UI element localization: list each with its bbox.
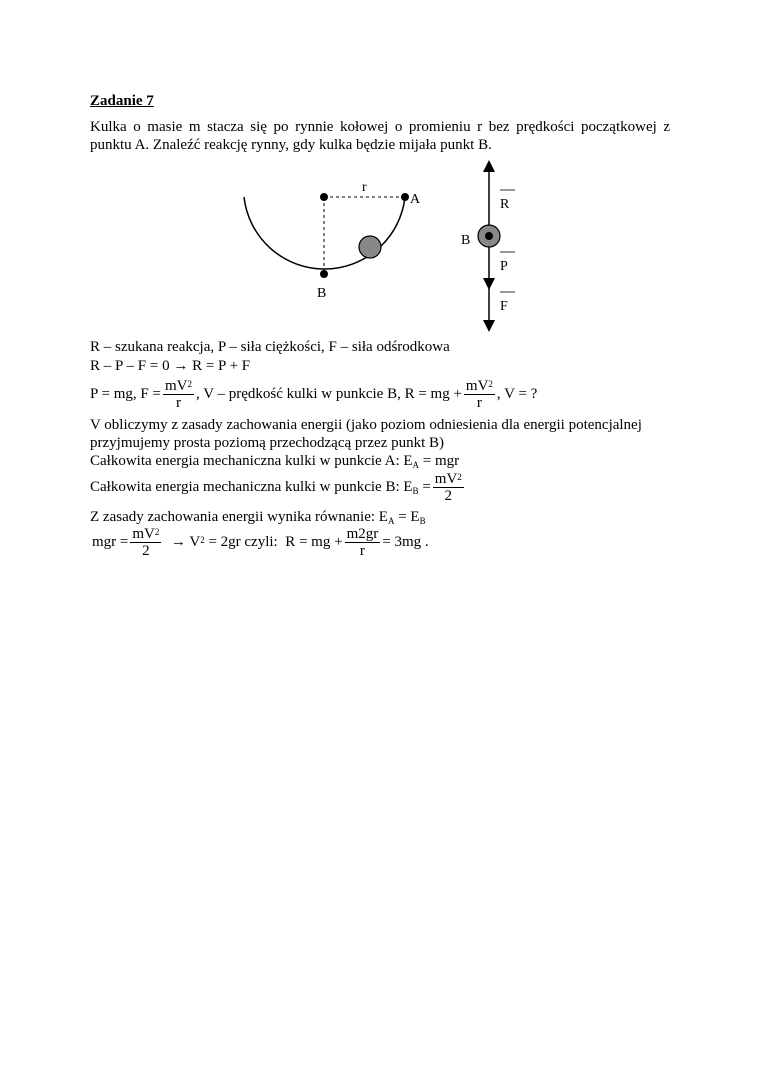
fraction-mgr: $\frac{mV^2}{2}$ <box>132 526 160 560</box>
point-b-label-right: B <box>461 233 471 248</box>
energy-a-line: Całkowita energia mechaniczna kulki w punkcie A: $E_A$ = mgr <box>90 453 460 470</box>
problem-statement: Kulka o masie m stacza się po rynnie kołowej o promieniu r bez prędkości początkowej z punktu A. Znaleźć reakcję rynny, gdy kulka będzie mijała punkt B. <box>90 119 670 153</box>
energy-explanation: V obliczymy z zasady zachowania energii (jako poziom odniesienia dla energii potencjalnej przyjmujemy prosta poziomą przechodzącą przez punkt B) <box>90 417 642 451</box>
fraction-final: $\frac{m2gr}{r}$ <box>346 526 379 560</box>
task-title: Zadanie 7 <box>90 93 154 109</box>
radius-label: r <box>362 180 367 195</box>
final-line: mgr = $\frac{mV^2}{2}$ → $V^2 = 2gr$ czyli: R = mg + $\frac{m2gr}{r}$ = 3mg . <box>92 526 429 560</box>
f-lhs: F = <box>140 386 161 402</box>
ball <box>359 236 381 258</box>
r-lhs: R = mg + <box>404 386 462 402</box>
v-question: , V = ? <box>496 386 538 402</box>
gutter-figure <box>230 175 440 305</box>
v-description: , V – prędkość kulki w punkcie B, <box>195 386 401 402</box>
point-b-label: B <box>317 286 327 301</box>
fraction-f: $\frac{mV^2}{r}$ <box>164 378 192 412</box>
point-a-label: A <box>410 192 421 207</box>
vec-p-label: P <box>500 259 508 274</box>
center-point <box>320 193 328 201</box>
equilibrium-line: R – P – F = 0 → R = P + F <box>90 358 251 374</box>
legend-line: R – szukana reakcja, P – siła ciężkości, F – siła odśrodkowa <box>90 339 450 355</box>
vec-f-label: F <box>500 299 508 314</box>
formula-line-3 <box>90 377 537 411</box>
vec-r-label: R <box>500 197 510 212</box>
ball-center <box>485 232 493 240</box>
fraction-r: $\frac{mV^2}{r}$ <box>465 378 493 412</box>
point-a-dot <box>401 193 409 201</box>
force-diagram <box>455 160 535 332</box>
energy-b-line: Całkowita energia mechaniczna kulki w punkcie B: $E_B$ = $\frac{mV^2}{2}$ <box>90 471 462 505</box>
p-equation: P = mg, <box>90 386 137 402</box>
conservation-line: Z zasady zachowania energii wynika równanie: $E_A = E_B$ <box>90 509 426 526</box>
point-b-dot <box>320 270 328 278</box>
fraction-eb: $\frac{mV^2}{2}$ <box>434 471 462 505</box>
